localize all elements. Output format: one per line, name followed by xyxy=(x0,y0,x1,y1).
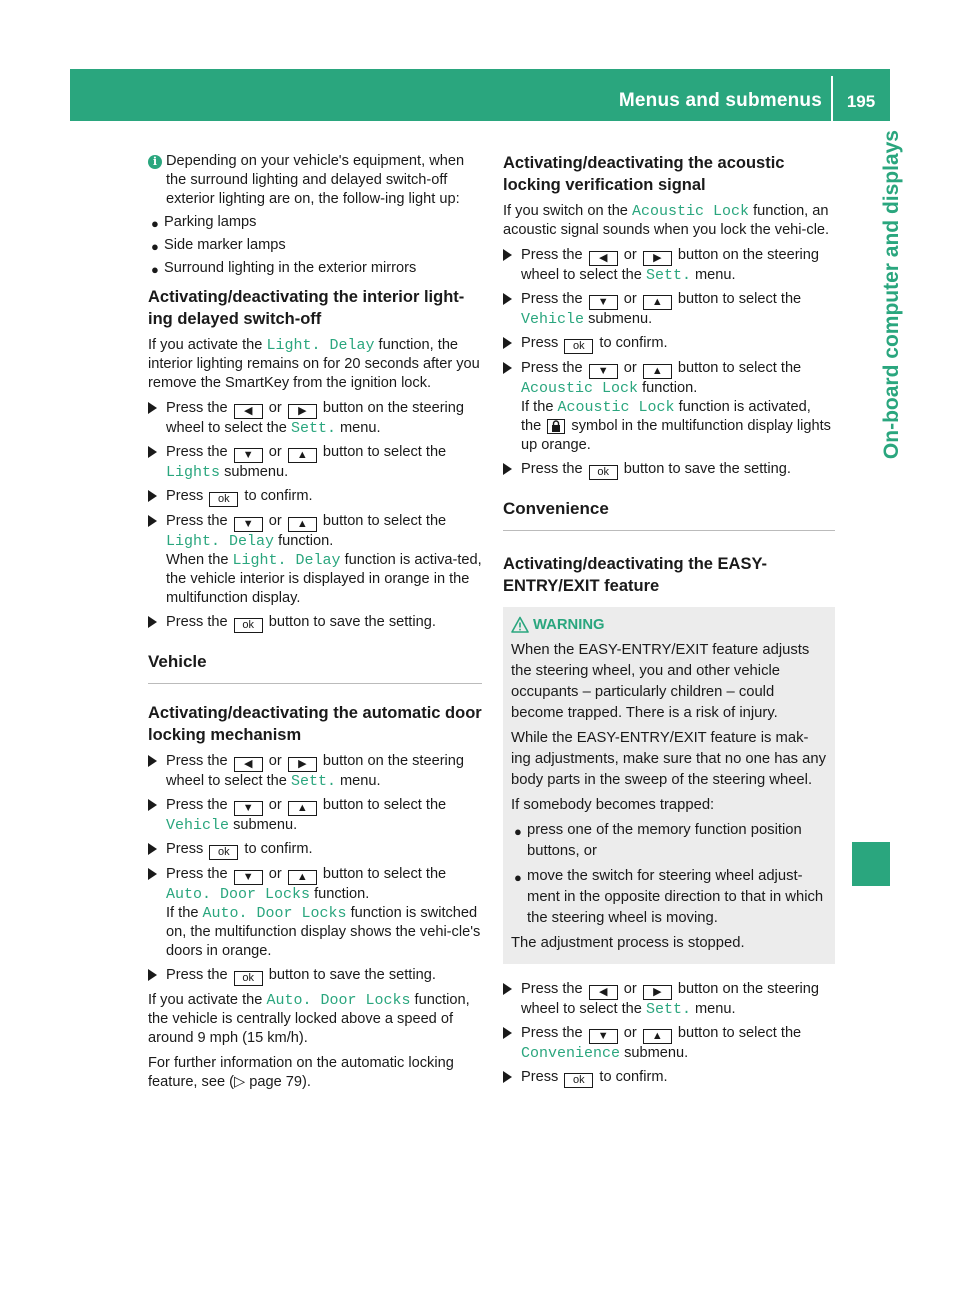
step-arrow-icon xyxy=(148,868,157,880)
warning-icon xyxy=(511,616,529,634)
section-heading: Activating/deactivating the automatic door locking mechanism xyxy=(148,704,482,744)
step-arrow-icon xyxy=(503,463,512,475)
section-heading: Activating/deactivating the acoustic locking verification signal xyxy=(503,154,785,194)
down-key-icon: ▼ xyxy=(589,1029,618,1044)
section-heading: Convenience xyxy=(503,498,835,531)
up-key-icon: ▲ xyxy=(288,448,317,463)
list-item: ● Surround lighting in the exterior mirrors xyxy=(151,260,417,277)
ok-key-icon: ok xyxy=(234,618,263,633)
up-key-icon: ▲ xyxy=(643,1029,672,1044)
side-tab xyxy=(852,130,903,830)
ok-key-icon: ok xyxy=(564,1073,593,1088)
step: Press ok to confirm. xyxy=(148,840,482,860)
left-key-icon: ◀ xyxy=(589,985,618,1000)
left-column xyxy=(148,152,482,1098)
step-arrow-icon xyxy=(503,1027,512,1039)
section-heading: Vehicle xyxy=(148,651,482,684)
right-key-icon: ▶ xyxy=(643,985,672,1000)
step-arrow-icon xyxy=(503,337,512,349)
ok-key-icon: ok xyxy=(209,845,238,860)
paragraph: If you activate the Auto. Door Locks function, the vehicle is centrally locked above a speed of around 9 mph (15 km/h). xyxy=(148,992,470,1046)
step-arrow-icon xyxy=(148,799,157,811)
ok-key-icon: ok xyxy=(209,492,238,507)
list-item: ● Side marker lamps xyxy=(151,237,286,254)
step: Press the ◀ or ▶ button on the steering wheel to select the Sett. menu. xyxy=(503,246,835,285)
page-title: Menus and submenus xyxy=(618,90,822,111)
step-arrow-icon xyxy=(148,616,157,628)
info-icon: i xyxy=(148,155,162,169)
step: Press the ◀ or ▶ button on the steering wheel to select the Sett. menu. xyxy=(148,399,482,438)
right-key-icon: ▶ xyxy=(288,404,317,419)
down-key-icon: ▼ xyxy=(234,517,263,532)
section-heading: Activating/deactivating the interior light-ing delayed switch-off xyxy=(148,288,465,328)
list-item: ● move the switch for steering wheel adjust-ment in the opposite direction to that in which the steering wheel is moving. xyxy=(514,868,824,926)
step-arrow-icon xyxy=(148,755,157,767)
paragraph: For further information on the automatic locking feature, see (▷ page 79). xyxy=(148,1055,454,1090)
right-column xyxy=(503,152,835,1093)
step: Press ok to confirm. xyxy=(148,487,482,507)
ok-key-icon: ok xyxy=(589,465,618,480)
step-arrow-icon xyxy=(148,969,157,981)
step-arrow-icon xyxy=(503,983,512,995)
paragraph: If you activate the Light. Delay function, the interior lighting remains on for 20 seconds after you remove the SmartKey from the ignition lock. xyxy=(148,337,480,391)
down-key-icon: ▼ xyxy=(589,295,618,310)
step: Press the ok button to save the setting. xyxy=(148,613,482,633)
list-item: ● Parking lamps xyxy=(151,214,257,231)
right-key-icon: ▶ xyxy=(288,757,317,772)
header-divider xyxy=(831,76,833,121)
step: Press the ▼ or ▲ button to select the Lights submenu. xyxy=(148,443,482,482)
up-key-icon: ▲ xyxy=(288,517,317,532)
lock-icon xyxy=(547,419,565,434)
up-key-icon: ▲ xyxy=(643,295,672,310)
paragraph: While the EASY-ENTRY/EXIT feature is mak-ing adjustments, make sure that no one has any body parts in the sweep of the steering wheel. xyxy=(511,730,827,788)
up-key-icon: ▲ xyxy=(643,364,672,379)
step-arrow-icon xyxy=(148,402,157,414)
down-key-icon: ▼ xyxy=(234,448,263,463)
step: Press the ◀ or ▶ button on the steering wheel to select the Sett. menu. xyxy=(503,980,835,1019)
step-arrow-icon xyxy=(148,490,157,502)
section-heading: Activating/deactivating the EASY-ENTRY/EXIT feature xyxy=(503,555,768,595)
ok-key-icon: ok xyxy=(234,971,263,986)
step: Press the ▼ or ▲ button to select the Vehicle submenu. xyxy=(148,796,482,835)
side-tab-label: On-board computer and displays xyxy=(880,130,903,460)
paragraph: If somebody becomes trapped: xyxy=(511,797,715,813)
step-arrow-icon xyxy=(148,446,157,458)
step-arrow-icon xyxy=(503,249,512,261)
step: Press the ◀ or ▶ button on the steering wheel to select the Sett. menu. xyxy=(148,752,482,791)
page-number: 195 xyxy=(846,92,876,111)
step: Press the ▼ or ▲ button to select the Vehicle submenu. xyxy=(503,290,835,329)
ok-key-icon: ok xyxy=(564,339,593,354)
left-key-icon: ◀ xyxy=(589,251,618,266)
down-key-icon: ▼ xyxy=(234,870,263,885)
step: Press the ▼ or ▲ button to select the Auto. Door Locks function. If the Auto. Door Locks function is switched on, the multifunction display shows the vehi-cle's doors in orange. xyxy=(148,865,482,961)
step-arrow-icon xyxy=(148,843,157,855)
step: Press the ok button to save the setting. xyxy=(503,460,835,480)
left-key-icon: ◀ xyxy=(234,404,263,419)
step: Press the ok button to save the setting. xyxy=(148,966,482,986)
paragraph: When the EASY-ENTRY/EXIT feature adjusts the steering wheel, you and other vehicle occupants – particularly children – could become trapped. There is a risk of injury. xyxy=(511,642,810,721)
side-tab-marker xyxy=(852,842,890,886)
paragraph: The adjustment process is stopped. xyxy=(511,935,745,951)
up-key-icon: ▲ xyxy=(288,870,317,885)
step: Press ok to confirm. xyxy=(503,1068,835,1088)
down-key-icon: ▼ xyxy=(234,801,263,816)
step-arrow-icon xyxy=(503,1071,512,1083)
right-key-icon: ▶ xyxy=(643,251,672,266)
step: Press the ▼ or ▲ button to select the Convenience submenu. xyxy=(503,1024,835,1063)
list-item: ● press one of the memory function position buttons, or xyxy=(514,822,802,859)
down-key-icon: ▼ xyxy=(589,364,618,379)
warning-box xyxy=(503,607,835,964)
step-arrow-icon xyxy=(148,515,157,527)
step: Press the ▼ or ▲ button to select the Acoustic Lock function. If the Acoustic Lock function is activated, the symbol in the multifunction display lights up orange. xyxy=(503,359,835,455)
step: Press ok to confirm. xyxy=(503,334,835,354)
info-note: i Depending on your vehicle's equipment, when the surround lighting and delayed switch-off exterior lighting are on, the follow-ing light up: xyxy=(148,152,482,209)
step-arrow-icon xyxy=(503,293,512,305)
paragraph: If you switch on the Acoustic Lock function, an acoustic signal sounds when you lock the vehi-cle. xyxy=(503,203,830,238)
left-key-icon: ◀ xyxy=(234,757,263,772)
step-arrow-icon xyxy=(503,362,512,374)
step: Press the ▼ or ▲ button to select the Light. Delay function. When the Light. Delay function is activa-ted, the vehicle interior is displayed in orange in the multifunction display. xyxy=(148,512,482,608)
warning-title: WARNING xyxy=(511,615,827,636)
up-key-icon: ▲ xyxy=(288,801,317,816)
